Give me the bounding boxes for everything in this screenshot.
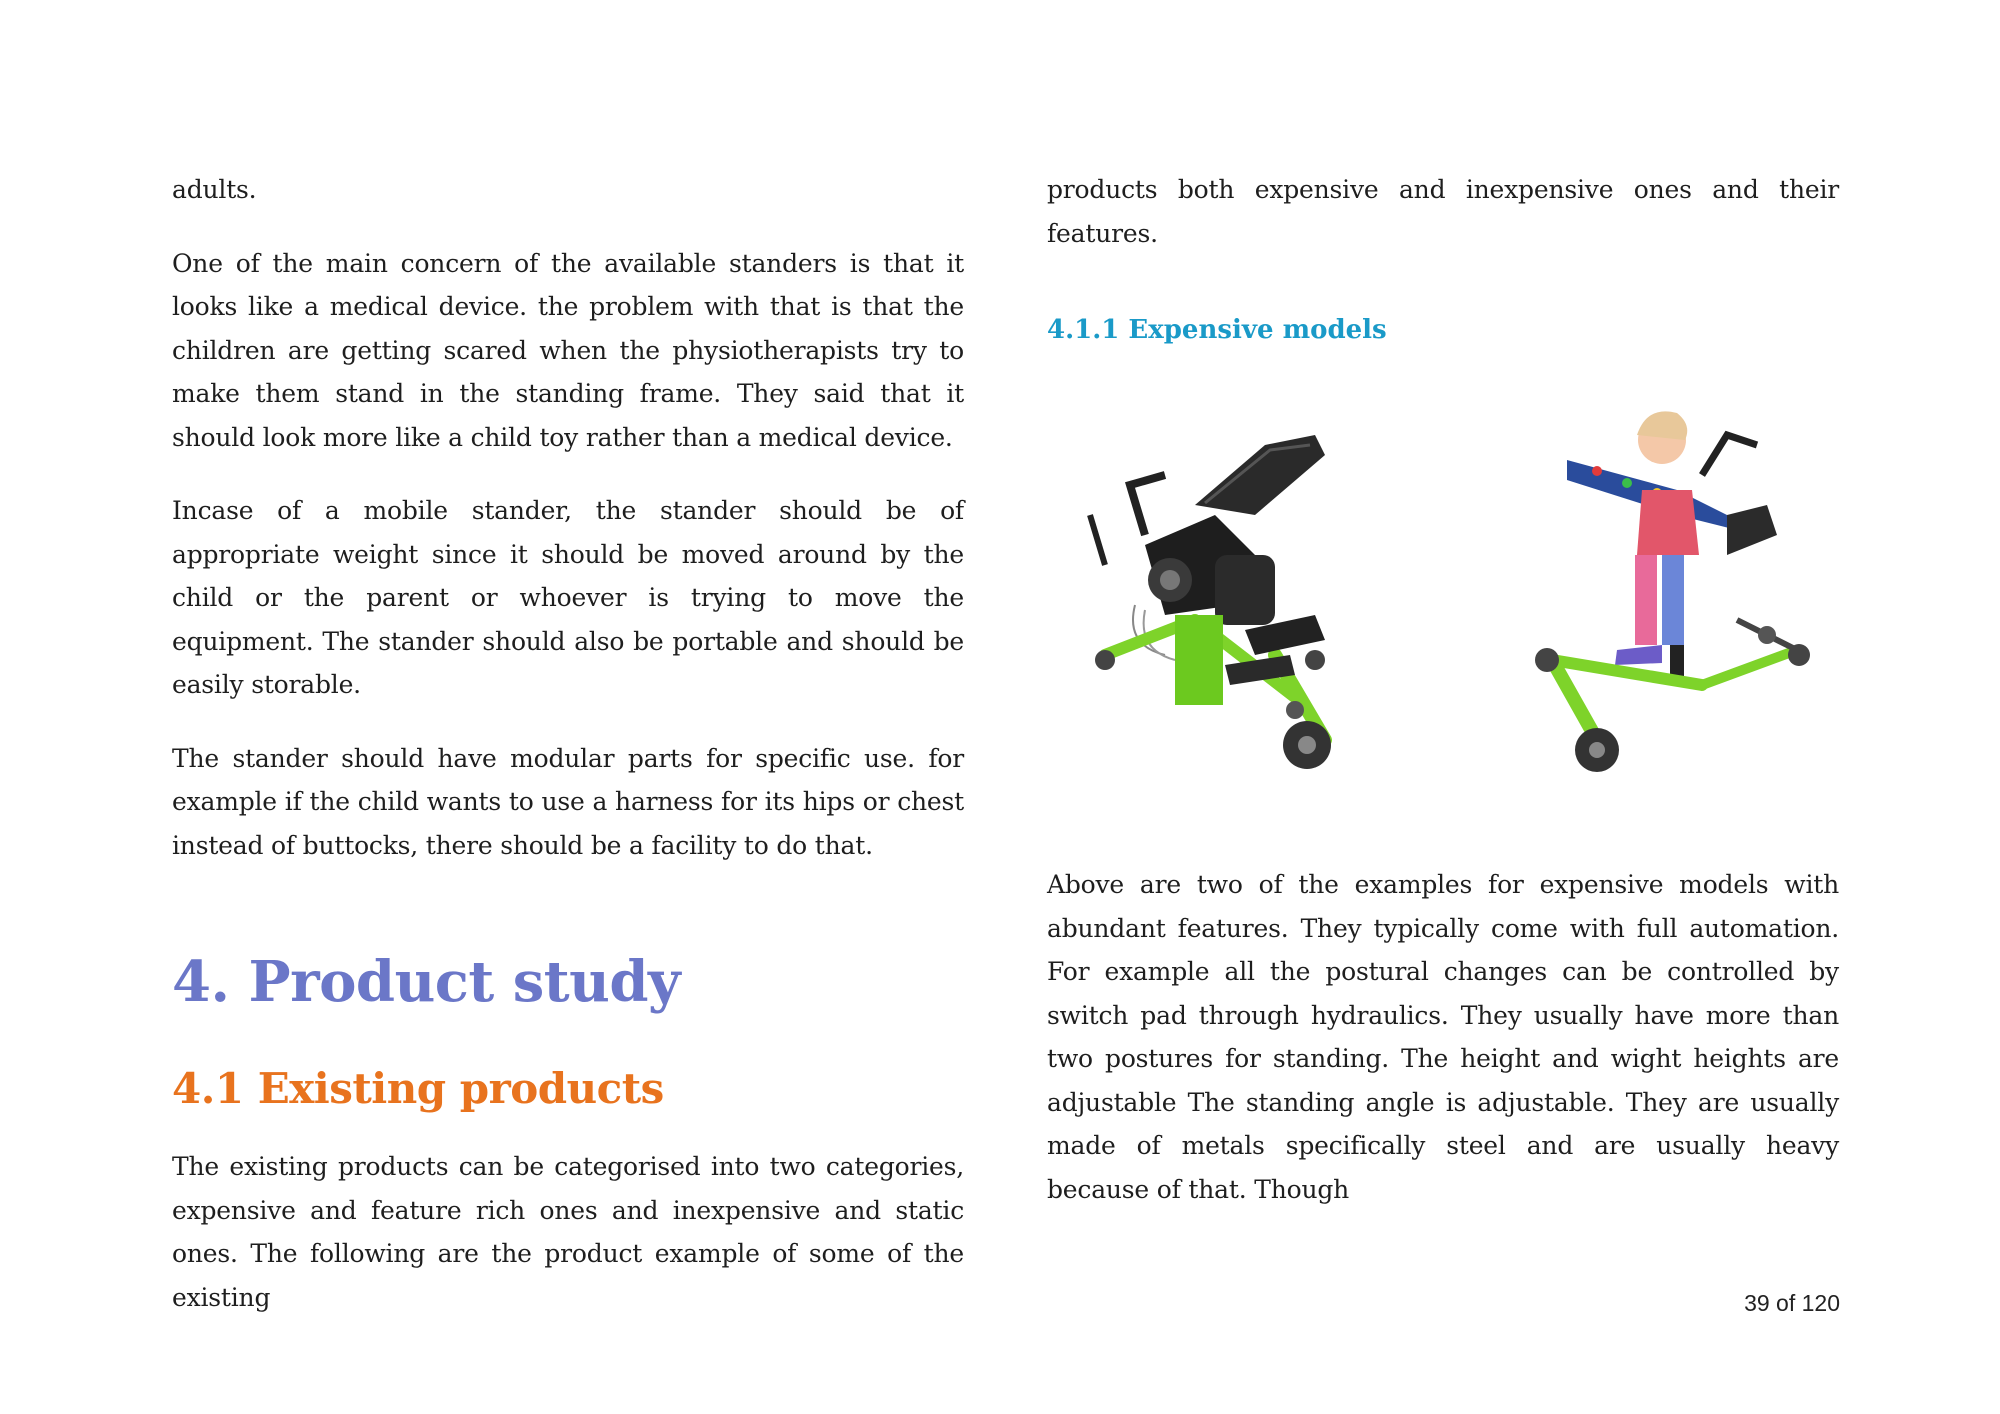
- paragraph: Incase of a mobile stander, the stander should be of appropriate weight since it should be moved around by the child or the parent or whoever is trying to move the equipment. The stander should also be portable and should be easily storable.: [172, 496, 964, 699]
- left-column: [172, 168, 964, 1319]
- page-number: 39 of 120: [1744, 1290, 1840, 1316]
- product-images: [1047, 405, 1839, 805]
- right-column: [1047, 168, 1839, 1211]
- paragraph: adults.: [172, 175, 257, 204]
- subsection-heading: 4.1 Existing products: [172, 1064, 664, 1113]
- subsubsection-heading: 4.1.1 Expensive models: [1047, 315, 1387, 345]
- paragraph: The stander should have modular parts for specific use. for example if the child wants to use a harness for its hips or chest instead of buttocks, there should be a facility to do that.: [172, 743, 964, 860]
- paragraph: One of the main concern of the available standers is that it looks like a medical device. the problem with that is that the children are getting scared when the physiotherapists try to make them stand in the standing frame. They said that it should look more like a child toy rather than a medical device.: [172, 248, 964, 452]
- stander-image-2: [1527, 405, 1827, 805]
- section-heading: 4. Product study: [172, 949, 681, 1015]
- paragraph: products both expensive and inexpensive ones and their features.: [1047, 175, 1839, 248]
- paragraph: The existing products can be categorised into two categories, expensive and feature rich ones and inexpensive and static ones. The following are the product example of some of the existing: [172, 1152, 964, 1312]
- paragraph: Above are two of the examples for expensive models with abundant features. They typically come with full automation. For example all the postural changes can be controlled by switch pad through hydraulics. They usually have more than two postures for standing. The height and wight heights are adjustable The standing angle is adjustable. They are usually made of metals specifically steel and are usually heavy because of that. Though: [1047, 870, 1839, 1204]
- stander-image-1: [1075, 405, 1375, 805]
